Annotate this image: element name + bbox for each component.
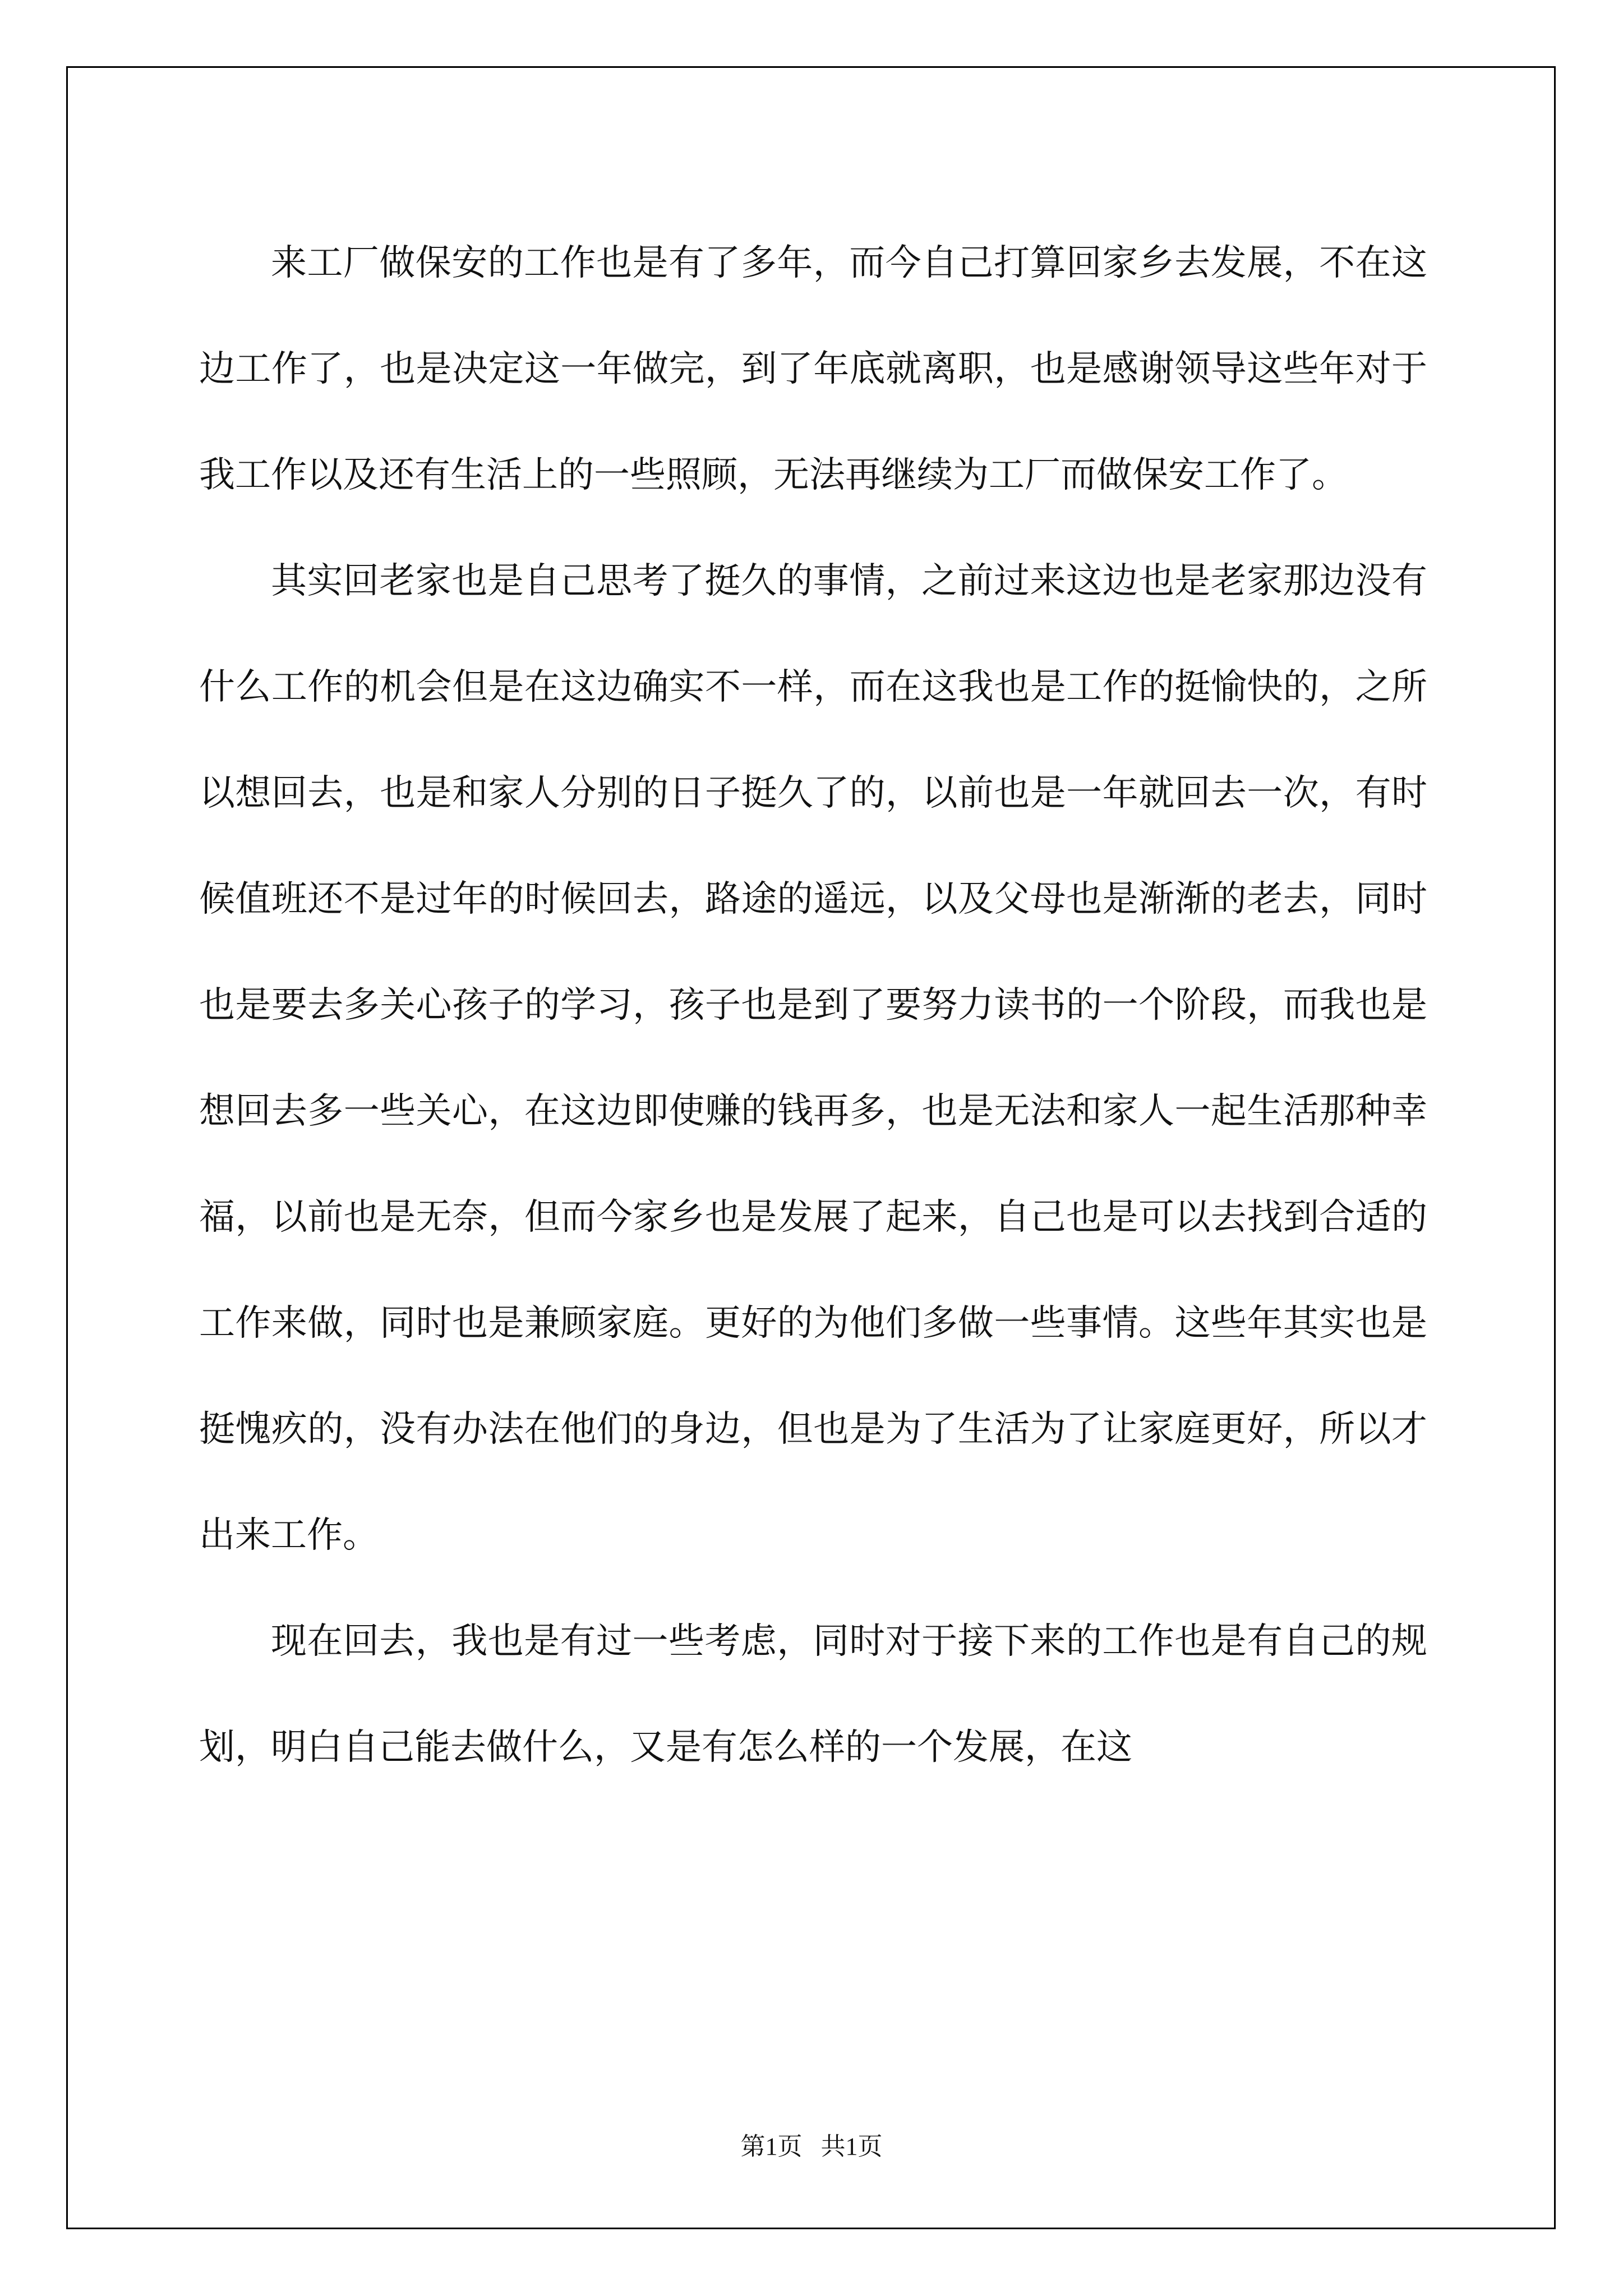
paragraph-1: 来工厂做保安的工作也是有了多年，而今自己打算回家乡去发展，不在这边工作了，也是决定这一年做完，到了年底就离职，也是感谢领导这些年对于我工作以及还有生活上的一些照顾，无法再继续为工厂而做保安工作了。 [199,242,1427,496]
paragraph-3: 现在回去，我也是有过一些考虑，同时对于接下来的工作也是有自己的规划，明白自己能去做什么，又是有怎么样的一个发展，在这 [199,1621,1427,1768]
page-number-footer: 第1页 共1页 [740,2133,883,2160]
document-body [199,210,1427,1801]
paragraph-2: 其实回老家也是自己思考了挺久的事情，之前过来这边也是老家那边没有什么工作的机会但是在这边确实不一样，而在这我也是工作的挺愉快的，之所以想回去，也是和家人分别的日子挺久了的，以前也是一年就回去一次，有时候值班还不是过年的时候回去，路途的遥远，以及父母也是渐渐的老去，同时也是要去多关心孩子的学习，孩子也是到了要努力读书的一个阶段，而我也是想回去多一些关心，在这边即使赚的钱再多，也是无法和家人一起生活那种幸福，以前也是无奈，但而今家乡也是发展了起来，自己也是可以去找到合适的工作来做，同时也是兼顾家庭。更好的为他们多做一些事情。这些年其实也是挺愧疚的，没有办法在他们的身边，但也是为了生活为了让家庭更好，所以才出来工作。 [199,560,1427,1556]
